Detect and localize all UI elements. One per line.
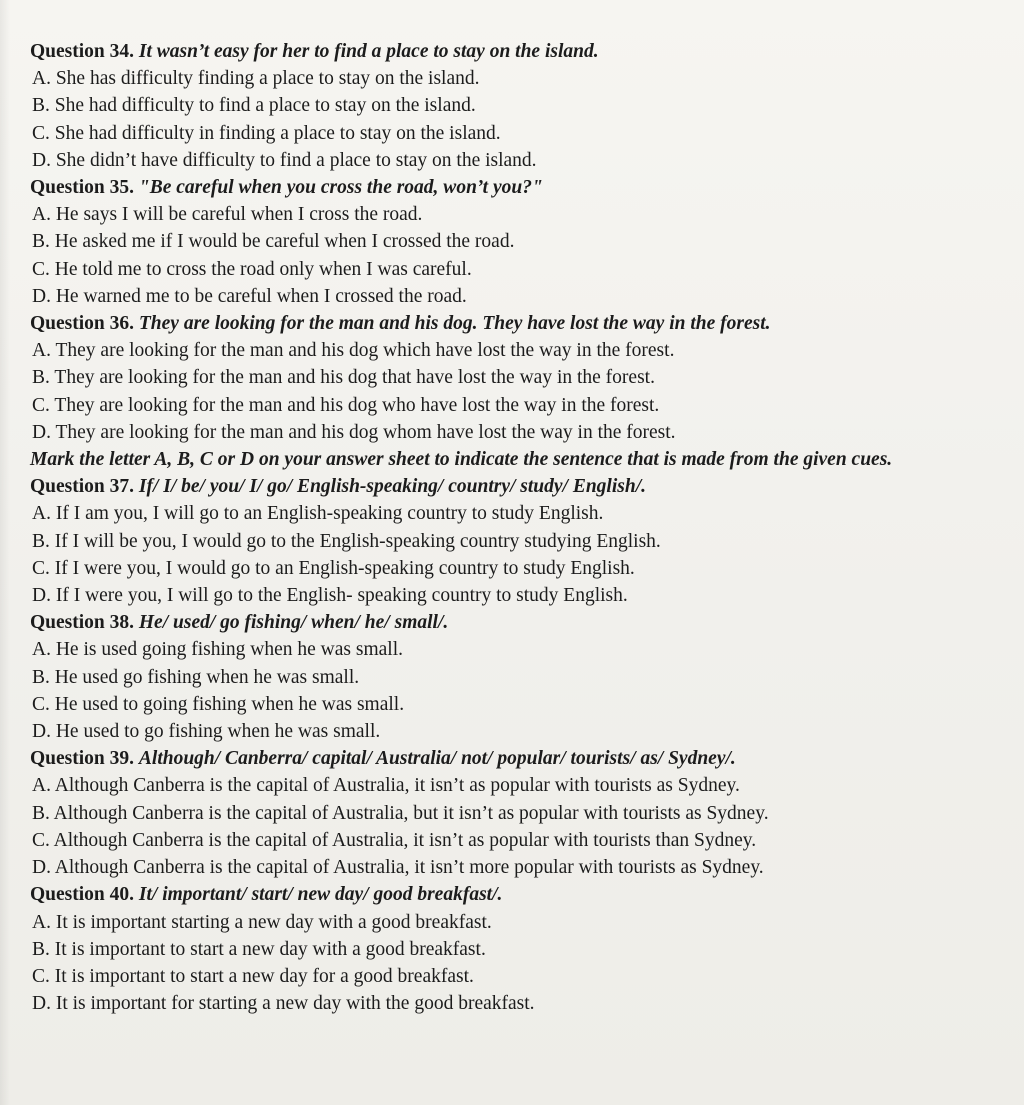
option-c: C. He told me to cross the road only when I was careful. [32, 258, 472, 280]
page-edge-shadow [0, 0, 10, 1105]
option-b: B. He used go fishing when he was small. [32, 666, 360, 688]
question-number: Question 34. [30, 41, 135, 62]
option-a: A. It is important starting a new day with a good breakfast. [32, 911, 492, 933]
question-34 [30, 38, 1016, 174]
option-d: D. They are looking for the man and his dog whom have lost the way in the forest. [32, 421, 676, 443]
question-heading [30, 174, 1016, 201]
option-a: A. He says I will be careful when I cross the road. [32, 204, 423, 226]
option-c: C. She had difficulty in finding a place to stay on the island. [32, 122, 501, 144]
question-35 [30, 174, 1016, 310]
question-heading [30, 609, 1016, 636]
option-a: A. He is used going fishing when he was small. [32, 639, 403, 661]
option-a: A. Although Canberra is the capital of Australia, it isn’t as popular with tourists as Sydney. [32, 775, 740, 797]
option-d: D. She didn’t have difficulty to find a place to stay on the island. [32, 149, 537, 171]
option-c: C. It is important to start a new day for a good breakfast. [32, 965, 474, 987]
question-prompt: It wasn’t easy for her to find a place to stay on the island. [138, 41, 599, 62]
option-a: A. She has difficulty finding a place to stay on the island. [32, 68, 480, 90]
question-number: Question 39. [30, 748, 135, 770]
option-b: B. Although Canberra is the capital of Australia, but it isn’t as popular with tourists as Sydney. [32, 802, 769, 824]
question-number: Question 37. [30, 476, 135, 498]
option-c: C. They are looking for the man and his dog who have lost the way in the forest. [32, 394, 660, 416]
question-39 [30, 745, 1016, 881]
question-number: Question 38. [30, 612, 135, 634]
option-c: C. If I were you, I would go to an English-speaking country to study English. [32, 557, 635, 579]
question-prompt: It/ important/ start/ new day/ good breakfast/. [138, 884, 503, 906]
option-b: B. He asked me if I would be careful when I crossed the road. [32, 231, 515, 253]
question-38 [30, 609, 1016, 745]
option-d: D. Although Canberra is the capital of Australia, it isn’t more popular with tourists as Sydney. [32, 857, 764, 879]
option-d: D. It is important for starting a new day with the good breakfast. [32, 993, 535, 1015]
option-b: B. She had difficulty to find a place to stay on the island. [32, 95, 476, 117]
option-d: D. He warned me to be careful when I crossed the road. [32, 285, 467, 307]
question-number: Question 36. [30, 313, 135, 335]
option-c: C. Although Canberra is the capital of Australia, it isn’t as popular with tourists than Sydney. [32, 829, 757, 851]
question-37 [30, 473, 1016, 609]
question-number: Question 40. [30, 884, 135, 906]
section-instruction: Mark the letter A, B, C or D on your answer sheet to indicate the sentence that is made from the given cues. [30, 449, 893, 471]
question-heading [30, 38, 1016, 65]
option-a: A. If I am you, I will go to an English-speaking country to study English. [32, 503, 604, 525]
question-prompt: He/ used/ go fishing/ when/ he/ small/. [138, 612, 449, 634]
option-c: C. He used to going fishing when he was small. [32, 693, 405, 715]
question-heading [30, 473, 1016, 500]
option-b: B. If I will be you, I would go to the English-speaking country studying English. [32, 530, 661, 552]
question-prompt: "Be careful when you cross the road, won’t you?" [138, 177, 543, 199]
question-number: Question 35. [30, 177, 135, 199]
option-d: D. If I were you, I will go to the English- speaking country to study English. [32, 585, 628, 607]
question-heading [30, 881, 1016, 908]
option-b: B. They are looking for the man and his dog that have lost the way in the forest. [32, 367, 655, 389]
question-prompt: Although/ Canberra/ capital/ Australia/ not/ popular/ tourists/ as/ Sydney/. [138, 748, 736, 770]
question-heading [30, 310, 1016, 337]
option-b: B. It is important to start a new day with a good breakfast. [32, 938, 486, 960]
question-36 [30, 310, 1016, 446]
option-a: A. They are looking for the man and his dog which have lost the way in the forest. [32, 340, 675, 362]
question-prompt: If/ I/ be/ you/ I/ go/ English-speaking/ country/ study/ English/. [138, 476, 646, 498]
question-prompt: They are looking for the man and his dog. They have lost the way in the forest. [138, 313, 771, 335]
option-d: D. He used to go fishing when he was small. [32, 721, 381, 743]
question-40 [30, 881, 1016, 1017]
question-heading [30, 745, 1016, 772]
